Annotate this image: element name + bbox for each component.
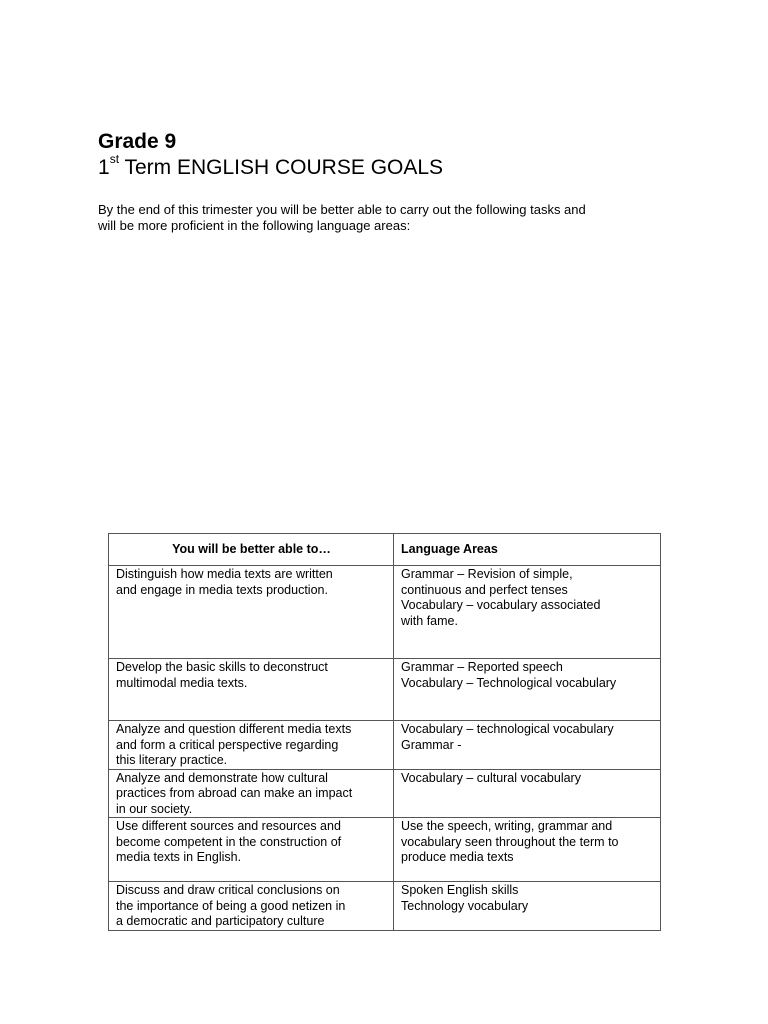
cell-line: Develop the basic skills to deconstruct — [116, 660, 328, 674]
header-abilities: You will be better able to… — [109, 534, 394, 566]
cell-line: Analyze and demonstrate how cultural — [116, 770, 328, 785]
intro-line: will be more proficient in the following language areas: — [98, 218, 411, 233]
cell-line: a democratic and participatory culture — [116, 914, 325, 928]
cell-line: Vocabulary – technological vocabulary — [401, 722, 614, 736]
cell-line: Spoken English skills — [401, 883, 519, 897]
table-row — [109, 659, 661, 721]
cell-line: media texts in English. — [116, 850, 242, 864]
table-row — [109, 721, 661, 770]
cell-line: Analyze and question different media texts — [116, 722, 352, 736]
table-row — [109, 566, 661, 659]
cell-line: continuous and perfect tenses — [401, 582, 568, 597]
ability-cell — [109, 818, 394, 882]
cell-line: Vocabulary – Technological vocabulary — [401, 675, 617, 690]
cell-line: Technology vocabulary — [401, 898, 529, 913]
cell-line: with fame. — [401, 613, 458, 628]
cell-line: Vocabulary – cultural vocabulary — [401, 770, 581, 785]
ability-cell — [109, 721, 394, 770]
cell-line: produce media texts — [401, 850, 514, 864]
ability-cell — [109, 659, 394, 721]
cell-line: in our society. — [116, 801, 193, 816]
grade-heading: Grade 9 — [98, 130, 177, 153]
table-row — [109, 769, 661, 818]
course-title-text: Term ENGLISH COURSE GOALS — [119, 156, 444, 179]
cell-line: and form a critical perspective regarding — [116, 737, 339, 752]
cell-line: Use the speech, writing, grammar and — [401, 819, 613, 833]
cell-line: Grammar – Revision of simple, — [401, 567, 573, 581]
header-language-areas: Language Areas — [394, 534, 661, 566]
ability-cell — [109, 769, 394, 818]
language-areas-cell — [394, 882, 661, 931]
table-row — [109, 882, 661, 931]
intro-line: By the end of this trimester you will be better able to carry out the following tasks and — [98, 202, 586, 217]
cell-line: Grammar – Reported speech — [401, 660, 563, 674]
course-goals-table — [108, 533, 661, 931]
cell-line: the importance of being a good netizen in — [116, 898, 346, 913]
table-row — [109, 818, 661, 882]
course-title — [98, 152, 444, 181]
cell-line: multimodal media texts. — [116, 675, 248, 690]
language-areas-cell — [394, 818, 661, 882]
intro-paragraph — [98, 202, 658, 234]
table-header-row — [109, 534, 661, 566]
cell-line: Distinguish how media texts are written — [116, 567, 333, 581]
cell-line: practices from abroad can make an impact — [116, 786, 353, 800]
language-areas-cell — [394, 769, 661, 818]
cell-line: Vocabulary – vocabulary associated — [401, 598, 601, 612]
ability-cell — [109, 882, 394, 931]
cell-line: this literary practice. — [116, 753, 228, 767]
language-areas-cell — [394, 721, 661, 770]
cell-line: Grammar - — [401, 737, 462, 752]
cell-line: become competent in the construction of — [116, 834, 342, 849]
language-areas-cell — [394, 659, 661, 721]
cell-line: vocabulary seen throughout the term to — [401, 834, 619, 849]
cell-line: Use different sources and resources and — [116, 819, 341, 833]
course-title-ordinal-suffix: st — [109, 152, 120, 166]
language-areas-cell — [394, 566, 661, 659]
ability-cell — [109, 566, 394, 659]
cell-line: and engage in media texts production. — [116, 582, 328, 597]
cell-line: Discuss and draw critical conclusions on — [116, 883, 340, 897]
course-title-ordinal: 1 — [98, 156, 110, 179]
